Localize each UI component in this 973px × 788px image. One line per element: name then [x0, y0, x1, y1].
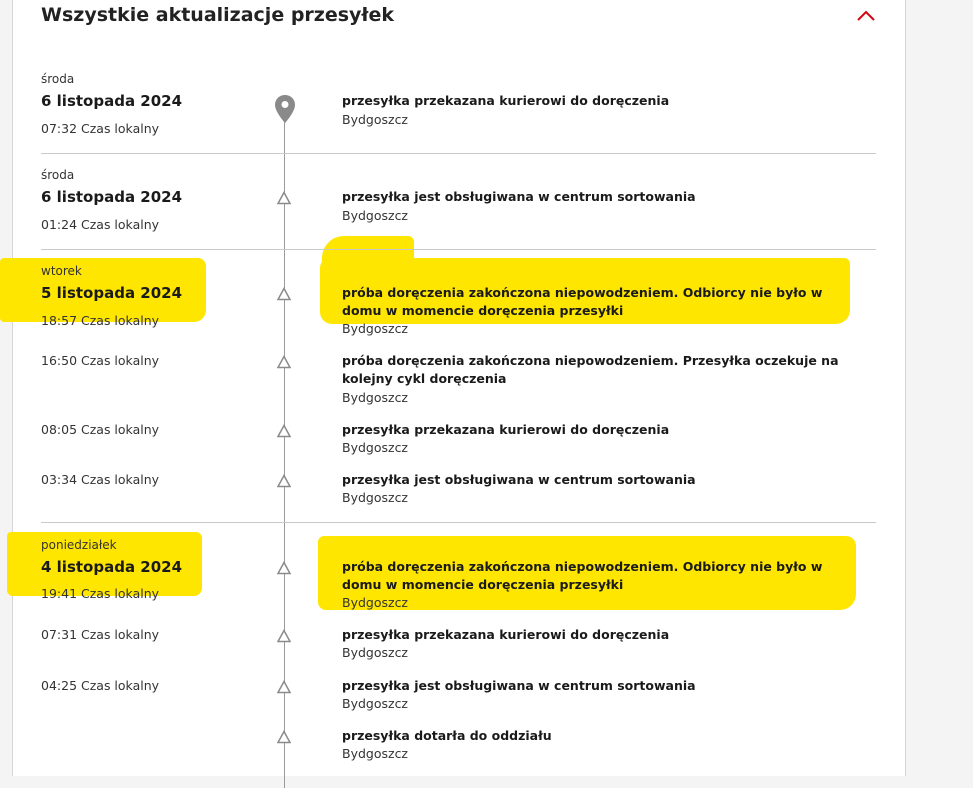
- triangle-icon: [277, 560, 291, 574]
- location-pin-icon: [274, 94, 296, 124]
- event-location: Bydgoszcz: [342, 390, 408, 405]
- date-label: 6 listopada 2024: [41, 92, 183, 110]
- day-label: wtorek: [41, 264, 82, 278]
- event-location: Bydgoszcz: [342, 440, 408, 455]
- day-label: środa: [41, 72, 75, 86]
- event-location: Bydgoszcz: [342, 112, 408, 127]
- section-title: Wszystkie aktualizacje przesyłek: [41, 4, 395, 26]
- day-label: poniedziałek: [41, 538, 117, 552]
- time-label: 04:25 Czas lokalny: [41, 678, 160, 693]
- triangle-icon: [277, 354, 291, 368]
- time-label: 08:05 Czas lokalny: [41, 422, 160, 437]
- triangle-icon: [277, 190, 291, 204]
- event-title: przesyłka jest obsługiwana w centrum sortowania: [342, 472, 696, 487]
- triangle-icon: [277, 729, 291, 743]
- triangle-icon: [277, 423, 291, 437]
- time-label: 07:31 Czas lokalny: [41, 627, 160, 642]
- day-label: środa: [41, 168, 75, 182]
- group-separator: [41, 249, 876, 250]
- event-location: Bydgoszcz: [342, 595, 408, 610]
- event-title: przesyłka przekazana kurierowi do doręczenia: [342, 422, 670, 437]
- date-label: 5 listopada 2024: [41, 284, 183, 302]
- event-title: przesyłka jest obsługiwana w centrum sortowania: [342, 678, 696, 693]
- event-title: przesyłka przekazana kurierowi do doręczenia: [342, 93, 670, 108]
- event-location: Bydgoszcz: [342, 696, 408, 711]
- time-label: 19:41 Czas lokalny: [41, 586, 160, 601]
- triangle-icon: [277, 473, 291, 487]
- triangle-icon: [277, 679, 291, 693]
- event-title: przesyłka przekazana kurierowi do doręczenia: [342, 627, 670, 642]
- group-separator: [41, 153, 876, 154]
- time-label: 07:32 Czas lokalny: [41, 121, 160, 136]
- event-location: Bydgoszcz: [342, 746, 408, 761]
- group-separator: [41, 522, 876, 523]
- triangle-icon: [277, 286, 291, 300]
- date-label: 6 listopada 2024: [41, 188, 183, 206]
- chevron-up-icon[interactable]: [854, 6, 878, 26]
- time-label: 16:50 Czas lokalny: [41, 353, 160, 368]
- event-title: próba doręczenia zakończona niepowodzeniem. Przesyłka oczekuje na kolejny cykl doręczenia: [342, 353, 839, 386]
- time-label: 01:24 Czas lokalny: [41, 217, 160, 232]
- event-title: próba doręczenia zakończona niepowodzeniem. Odbiorcy nie było w domu w momencie doręczenia przesyłki: [342, 559, 823, 592]
- event-location: Bydgoszcz: [342, 490, 408, 505]
- event-title: przesyłka dotarła do oddziału: [342, 728, 552, 743]
- event-title: przesyłka jest obsługiwana w centrum sortowania: [342, 189, 696, 204]
- time-label: 03:34 Czas lokalny: [41, 472, 160, 487]
- event-title: próba doręczenia zakończona niepowodzeniem. Odbiorcy nie było w domu w momencie doręczenia przesyłki: [342, 285, 823, 318]
- event-location: Bydgoszcz: [342, 321, 408, 336]
- time-label: 18:57 Czas lokalny: [41, 313, 160, 328]
- event-location: Bydgoszcz: [342, 208, 408, 223]
- triangle-icon: [277, 628, 291, 642]
- date-label: 4 listopada 2024: [41, 558, 183, 576]
- event-location: Bydgoszcz: [342, 645, 408, 660]
